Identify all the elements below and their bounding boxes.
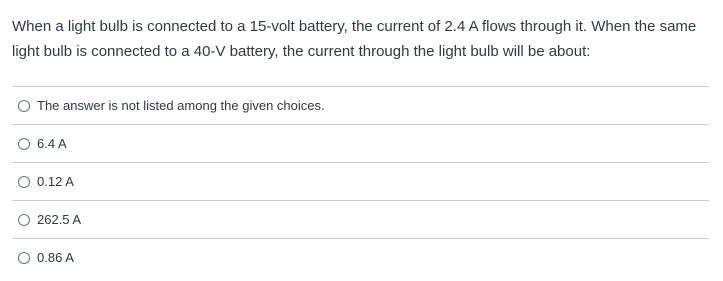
radio-button[interactable]: [18, 252, 30, 264]
answer-label: 0.86 A: [37, 249, 74, 265]
answer-label: 0.12 A: [37, 173, 74, 189]
answer-label: 262.5 A: [37, 211, 82, 227]
radio-button[interactable]: [18, 100, 30, 112]
radio-button[interactable]: [18, 176, 30, 188]
answer-label: 6.4 A: [37, 135, 67, 151]
answer-option-4[interactable]: [12, 200, 709, 238]
radio-button[interactable]: [18, 214, 30, 226]
radio-button[interactable]: [18, 138, 30, 150]
answer-option-2[interactable]: [12, 124, 709, 162]
answer-option-5[interactable]: [12, 238, 709, 276]
answer-option-3[interactable]: [12, 162, 709, 200]
question-text: When a light bulb is connected to a 15-volt battery, the current of 2.4 A flows through it. When the same light bulb is connected to a 40-V battery, the current through the light bulb will be about:: [12, 18, 697, 60]
answer-list: [12, 86, 709, 276]
answer-option-1[interactable]: [12, 86, 709, 124]
answer-label: The answer is not listed among the given choices.: [37, 97, 325, 113]
